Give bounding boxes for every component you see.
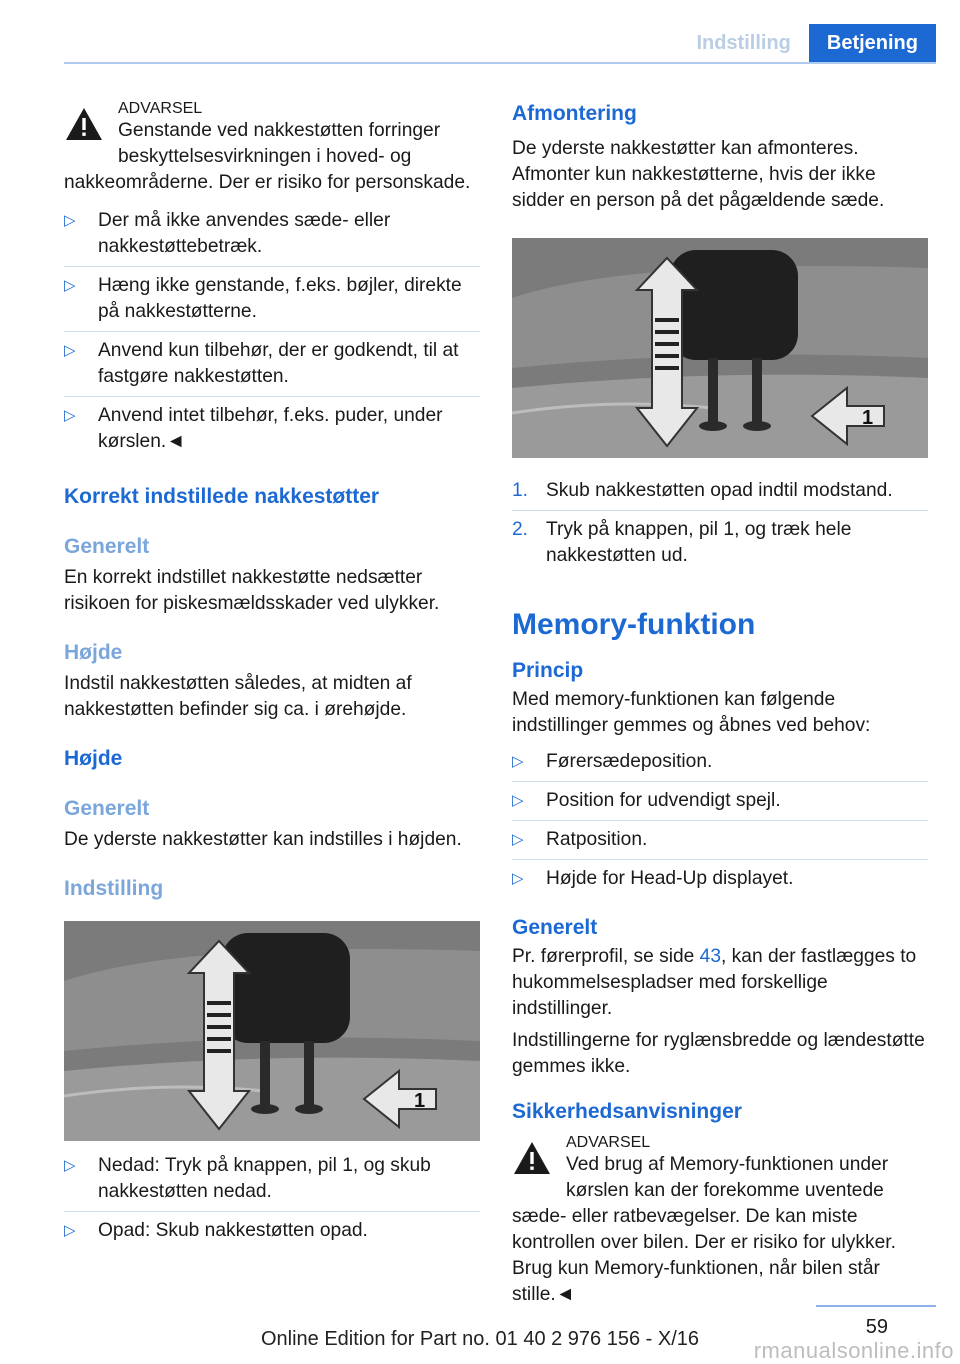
page-link-43[interactable]: 43 — [699, 946, 722, 967]
warning-block — [64, 100, 480, 461]
warning-icon — [64, 106, 104, 142]
heading-generelt-right: Generelt — [512, 916, 598, 939]
triangle-bullet-icon: ▷ — [512, 753, 524, 770]
headrest-remove-figure — [512, 238, 928, 458]
list-item: 1. Skub nakkestøtten opad indtil modstand. — [512, 480, 893, 501]
callout-1: 1 — [414, 1090, 426, 1112]
heading-princip: Princip — [512, 659, 584, 682]
footer-divider — [816, 1305, 936, 1307]
warning-text: Ved brug af Memory-funktionen under kørslen kan der forekomme uventede sæde- eller ratbevægelser. De kan miste kontrollen over bilen. Der er risiko for ulykker. Brug kun Memory-funktionen, når bilen står stille.◄ — [512, 1154, 896, 1305]
left-column — [64, 100, 480, 1260]
paragraph-princip: Med memory-funktionen kan følgende indstillinger gemmes og åbnes ved behov: — [512, 689, 871, 736]
heading-indstilling: Indstilling — [64, 877, 164, 900]
tab-betjening[interactable]: Betjening — [809, 24, 936, 62]
warning-title: ADVARSEL — [118, 100, 203, 117]
heading-sikkerhed: Sikkerhedsanvisninger — [512, 1100, 742, 1123]
headrest-illustration — [64, 921, 480, 1141]
footer-edition: Online Edition for Part no. 01 40 2 976 156 - X/16 — [260, 1328, 700, 1350]
list-item: ▷ Højde for Head-Up displayet. — [512, 859, 928, 898]
paragraph-generelt-right: Pr. førerprofil, se side 43, kan der fastlægges to hukommelsespladser med forskellige indstillinger. — [512, 946, 917, 1019]
heading-korrekt: Korrekt indstillede nakkestøtter — [64, 485, 380, 508]
watermark: rmanualsonline.info — [753, 1338, 954, 1363]
heading-hojde: Højde — [64, 641, 123, 664]
page-number: 59 — [865, 1316, 888, 1338]
triangle-bullet-icon: ▷ — [64, 1157, 76, 1174]
triangle-bullet-icon: ▷ — [64, 277, 76, 294]
list-item: ▷ Nedad: Tryk på knappen, pil 1, og skub nakkestøtten nedad. — [64, 1155, 431, 1202]
princip-list — [512, 743, 928, 898]
headrest-illustration — [512, 238, 928, 458]
callout-1: 1 — [862, 407, 874, 429]
removal-steps — [512, 472, 928, 575]
headrest-adjust-figure — [64, 921, 480, 1141]
warning-list — [64, 202, 480, 461]
triangle-bullet-icon: ▷ — [64, 1222, 76, 1239]
triangle-bullet-icon: ▷ — [512, 870, 524, 887]
warning-block-memory — [512, 1134, 928, 1308]
triangle-bullet-icon: ▷ — [64, 407, 76, 424]
right-column — [512, 100, 928, 1330]
list-item: 2. Tryk på knappen, pil 1, og træk hele nakkestøtten ud. — [512, 510, 928, 575]
list-item: ▷ Der må ikke anvendes sæde- eller nakkestøttebetræk. — [64, 210, 391, 257]
triangle-bullet-icon: ▷ — [512, 792, 524, 809]
heading-hojde-2: Højde — [64, 747, 123, 770]
list-item: ▷ Anvend intet tilbehør, f.eks. puder, under kørslen.◄ — [64, 396, 480, 461]
warning-text: Genstande ved nakkestøtten forringer beskyttelsesvirkningen i hoved- og nakkeområderne. Der er risiko for personskade. — [64, 120, 471, 193]
paragraph-generelt-2: De yderste nakkestøtter kan indstilles i højden. — [64, 829, 462, 850]
warning-icon — [512, 1140, 552, 1176]
heading-generelt-2: Generelt — [64, 797, 150, 820]
list-item: ▷ Position for udvendigt spejl. — [512, 781, 928, 820]
list-item: ▷ Opad: Skub nakkestøtten opad. — [64, 1211, 480, 1250]
triangle-bullet-icon: ▷ — [64, 212, 76, 229]
heading-generelt: Generelt — [64, 535, 150, 558]
paragraph-afmontering: De yderste nakkestøtter kan afmonteres. Afmonter kun nakkestøtterne, hvis der ikke sidder en person på det pågældende sæde. — [512, 138, 885, 211]
triangle-bullet-icon: ▷ — [64, 342, 76, 359]
tab-indstilling[interactable]: Indstilling — [696, 31, 791, 54]
adjust-list — [64, 1147, 480, 1250]
list-item: ▷ Ratposition. — [512, 820, 928, 859]
paragraph-generelt: En korrekt indstillet nakkestøtte nedsætter risikoen for piskesmældsskader ved ulykker. — [64, 567, 440, 614]
warning-title: ADVARSEL — [566, 1134, 651, 1151]
header-tabs — [678, 24, 936, 62]
paragraph-generelt-right-2: Indstillingerne for ryglænsbredde og lændestøtte gemmes ikke. — [512, 1030, 925, 1077]
heading-memory: Memory-funktion — [512, 608, 756, 641]
list-item: ▷ Hæng ikke genstande, f.eks. bøjler, direkte på nakkestøtterne. — [64, 266, 480, 331]
list-item: ▷ Førersædeposition. — [512, 743, 928, 781]
triangle-bullet-icon: ▷ — [512, 831, 524, 848]
paragraph-hojde: Indstil nakkestøtten således, at midten af nakkestøtten befinder sig ca. i ørehøjde. — [64, 673, 412, 720]
list-item: ▷ Anvend kun tilbehør, der er godkendt, til at fastgøre nakkestøtten. — [64, 331, 480, 396]
heading-afmontering: Afmontering — [512, 102, 637, 125]
header-divider — [64, 62, 936, 64]
